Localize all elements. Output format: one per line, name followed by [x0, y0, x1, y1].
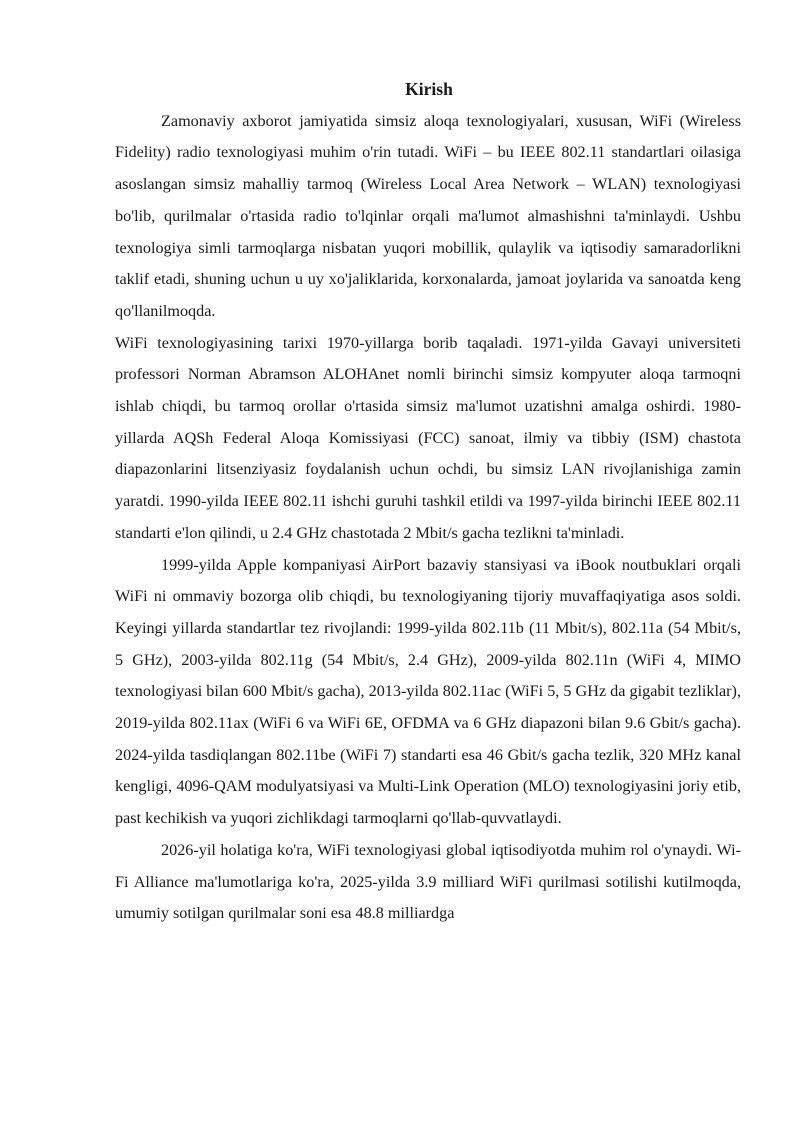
- paragraph-standards: 1999-yilda Apple kompaniyasi AirPort bazaviy stansiyasi va iBook noutbuklari orqali WiFi ni ommaviy bozorga olib chiqdi, bu texnologiyaning tijoriy muvaffaqiyatiga asos soldi. Keyingi yillarda standartlar tez rivojlandi: 1999-yilda 802.11b (11 Mbit/s), 802.11a (54 Mbit/s, 5 GHz), 2003-yilda 802.11g (54 Mbit/s, 2.4 GHz), 2009-yilda 802.11n (WiFi 4, MIMO texnologiyasi bilan 600 Mbit/s gacha), 2013-yilda 802.11ac (WiFi 5, 5 GHz da gigabit tezliklar), 2019-yilda 802.11ax (WiFi 6 va WiFi 6E, OFDMA va 6 GHz diapazoni bilan 9.6 Gbit/s gacha). 2024-yilda tasdiqlangan 802.11be (WiFi 7) standarti esa 46 Gbit/s gacha tezlik, 320 MHz kanal kengligi, 4096-QAM modulyatsiyasi va Multi-Link Operation (MLO) texnologiyasini joriy etib, past kechikish va yuqori zichlikdagi tarmoqlarni qo'llab-quvvatlaydi.: [115, 555, 741, 828]
- paragraph-current-state: 2026-yil holatiga ko'ra, WiFi texnologiyasi global iqtisodiyotda muhim rol o'ynaydi. Wi-Fi Alliance ma'lumotlariga ko'ra, 2025-yilda 3.9 milliard WiFi qurilmasi sotilishi kutilmoqda, umumiy sotilgan qurilmalar soni esa 48.8 milliardga: [115, 840, 741, 923]
- paragraph-intro: Zamonaviy axborot jamiyatida simsiz aloqa texnologiyalari, xususan, WiFi (Wireless Fidelity) radio texnologiyasi muhim o'rin tutadi. WiFi – bu IEEE 802.11 standartlari oilasiga asoslangan simsiz mahalliy tarmoq (Wireless Local Area Network – WLAN) texnologiyasi bo'lib, qurilmalar o'rtasida radio to'lqinlar orqali ma'lumot almashishni ta'minlaydi. Ushbu texnologiya simli tarmoqlarga nisbatan yuqori mobillik, qulaylik va iqtisodiy samaradorlikni taklif etadi, shuning uchun u uy xo'jaliklarida, korxonalarda, jamoat joylarida va sanoatda keng qo'llanilmoqda.: [115, 111, 741, 320]
- document-page: [115, 74, 741, 930]
- paragraph-history: WiFi texnologiyasining tarixi 1970-yillarga borib taqaladi. 1971-yilda Gavayi universiteti professori Norman Abramson ALOHAnet nomli birinchi simsiz kompyuter aloqa tarmoqni ishlab chiqdi, bu tarmoq orollar o'rtasida simsiz ma'lumot uzatishni amalga oshirdi. 1980-yillarda AQSh Federal Aloqa Komissiyasi (FCC) sanoat, ilmiy va tibbiy (ISM) chastota diapazonlarini litsenziyasiz foydalanish uchun ochdi, bu simsiz LAN rivojlanishiga zamin yaratdi. 1990-yilda IEEE 802.11 ishchi guruhi tashkil etildi va 1997-yilda birinchi IEEE 802.11 standarti e'lon qilindi, u 2.4 GHz chastotada 2 Mbit/s gacha tezlikni ta'minladi.: [115, 333, 741, 542]
- section-title: Kirish: [405, 79, 453, 99]
